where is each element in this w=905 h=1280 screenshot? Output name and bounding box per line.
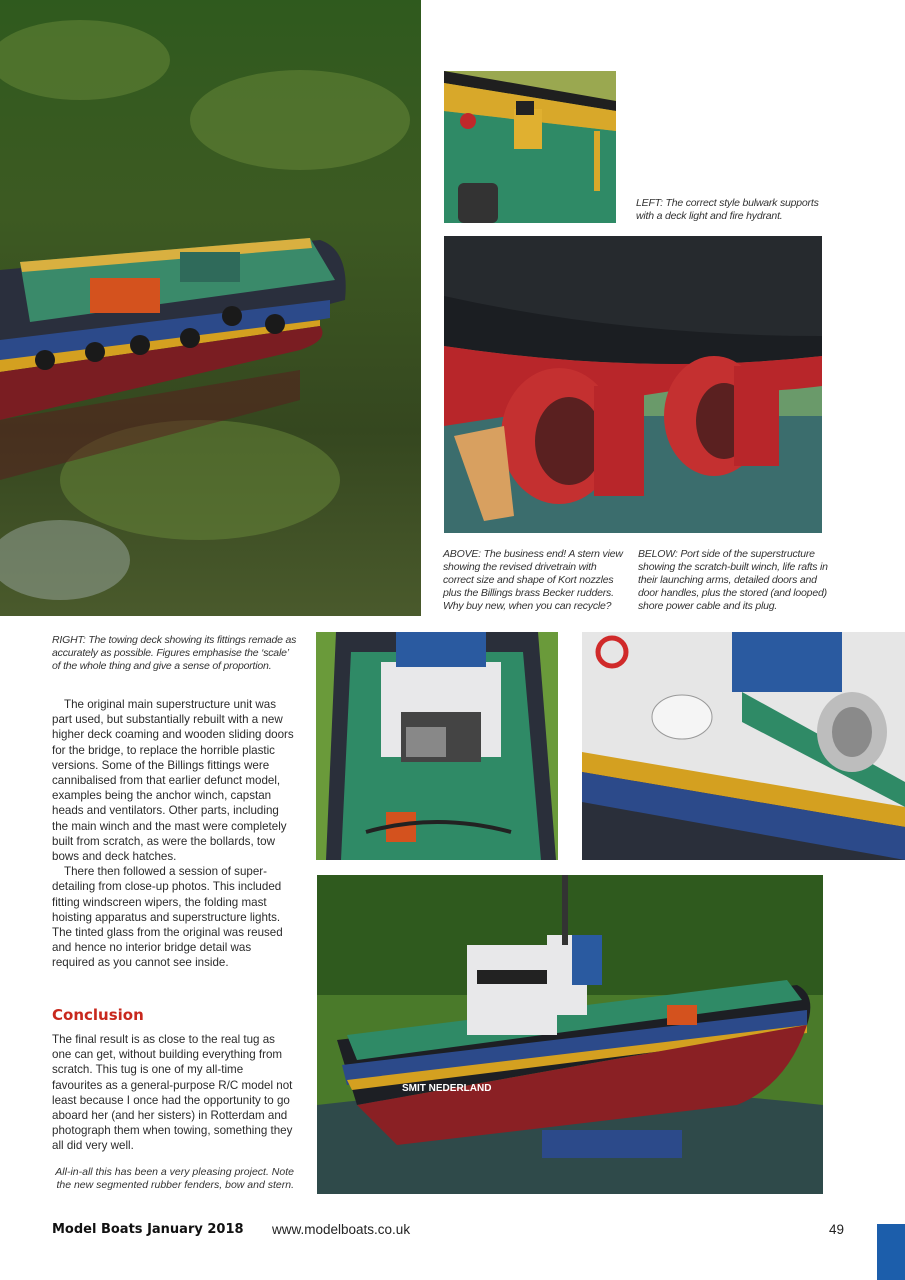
photo-superstructure-port [582, 632, 905, 860]
photo-full-tug-model [317, 875, 823, 1194]
article-paragraph: The final result is as close to the real tug as one can get, without building everything from scratch. This tug is one of my all-time favourites as a general-purpose R/C model not least because I once had the opportunity to go aboard her (and her sisters) in Rotterdam and photograph them when towing, something they all did very well. [52, 1033, 293, 1153]
caption-superstructure: BELOW: Port side of the superstructure showing the scratch-built winch, life rafts in their launching arms, detailed doors and door handles, plus the stored (and looped) shore power cable and its plug. [638, 548, 828, 612]
photo-towing-deck [316, 632, 558, 860]
page-number: 49 [829, 1222, 845, 1237]
hull-name-text: SMIT NEDERLAND [402, 1083, 492, 1094]
footer-magazine-title: Model Boats January 2018 [52, 1222, 244, 1237]
page-edge-tab [877, 1224, 905, 1280]
article-paragraph: The original main superstructure unit was part used, but substantially rebuilt with a new higher deck coaming and wooden sliding doors for the bridge, to replace the horrible plastic versions. Some of the Billings fittings were cannibalised from that earlier defunct model, examples being the anchor winch, capstan heads and ventilators. Other parts, including the main winch and the mast were completely built from scratch, as were the bollards, tow bows and deck hatches. [52, 698, 294, 864]
section-heading-conclusion: Conclusion [52, 1006, 144, 1024]
photo-stern-drivetrain [444, 236, 822, 533]
article-paragraph: There then followed a session of super-detailing from close-up photos. This included fitting windscreen wipers, the folding mast hoisting apparatus and superstructure lights. The tinted glass from the original was reused and hence no interior bridge detail was required as you cannot see inside. [52, 865, 283, 970]
footer-website-link[interactable]: www.modelboats.co.uk [272, 1222, 411, 1237]
photo-bulwark-supports [444, 71, 616, 223]
caption-towing-deck: RIGHT: The towing deck showing its fittings remade as accurately as possible. Figures emphasise the ‘scale’ of the whole thing and give a sense of proportion. [52, 634, 297, 672]
caption-closing: All-in-all this has been a very pleasing project. Note the new segmented rubber fenders, bow and stern. [55, 1166, 294, 1191]
article-body-top [52, 697, 294, 971]
caption-bulwark: LEFT: The correct style bulwark supports with a deck light and fire hydrant. [636, 197, 819, 222]
caption-stern: ABOVE: The business end! A stern view showing the revised drivetrain with correct size and shape of Kort nozzles plus the Billings brass Becker rudders. Why buy new, when you can recycle? [443, 548, 623, 612]
article-body-conclusion [52, 1032, 294, 1154]
photo-tug-on-pond [0, 0, 421, 616]
